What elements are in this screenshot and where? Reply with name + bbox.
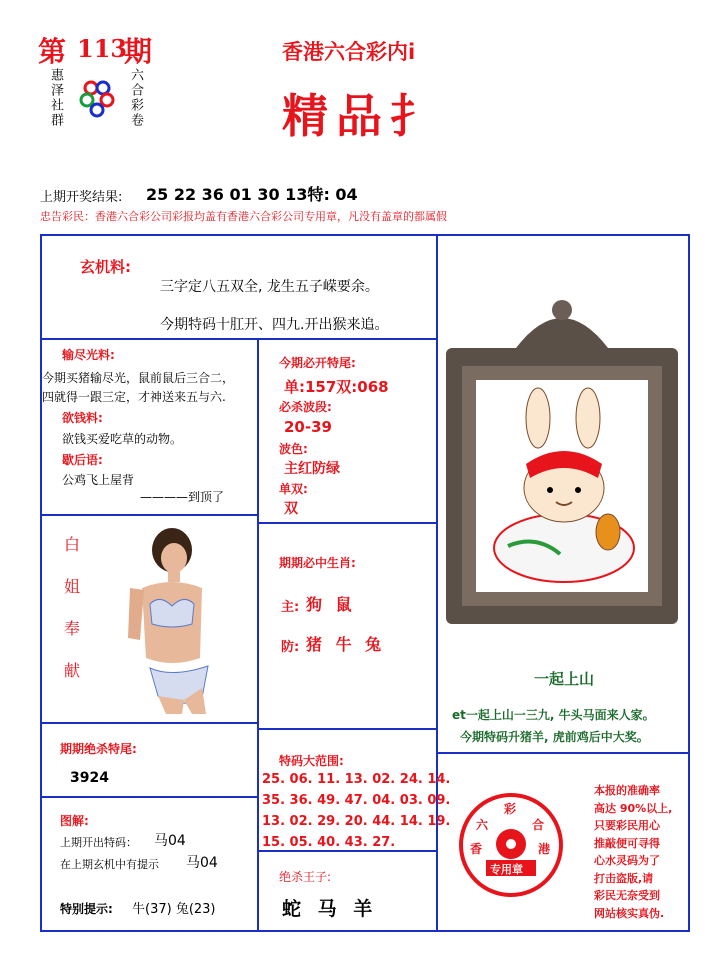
shujin-line1: 今期买猪输尽光，鼠前鼠后三合二， <box>42 371 235 385</box>
yuqian-text: 欲钱买爱吃草的动物。 <box>62 432 183 446</box>
stamp-right-char: 合 <box>532 818 545 832</box>
tujie-label: 图解: <box>60 814 89 828</box>
last-result-label: 上期开奖结果: <box>40 190 123 205</box>
stamp-bottom-right-char: 港 <box>538 842 551 856</box>
frame-right <box>688 234 690 932</box>
shujin-label: 输尽光料: <box>62 348 115 362</box>
shujin-line2: 四就得一跟三定，才神送来五与六. <box>42 390 226 404</box>
accuracy-line-1: 本报的准确率 <box>594 784 660 797</box>
tema-row-3: 13. 02. 29. 20. 44. 14. 19. <box>262 814 451 829</box>
xuanji-label: 玄机料: <box>80 258 131 276</box>
xuanji-line1: 三字定八五双全, 龙生五子嵘要余。 <box>160 279 379 295</box>
jueshawang-value: 蛇 马 羊 <box>282 898 378 920</box>
yuqian-label: 欲钱料: <box>62 411 103 425</box>
qiqi-fang-label: 防: <box>281 640 300 655</box>
frame-top <box>40 234 690 236</box>
accuracy-line-2: 高达 90%以上, <box>594 801 673 815</box>
tebi-ds-label: 单双: <box>279 482 308 496</box>
picture-line2: 今期特码升猪羊, 虎前鸡后中大奖。 <box>460 730 649 744</box>
accuracy-line-7: 彩民无奈受到 <box>594 889 660 902</box>
baijie-char-2: 姐 <box>64 577 81 596</box>
last-result-numbers: 25 22 36 01 30 13特: 04 <box>146 185 358 204</box>
divider-left-3 <box>40 796 257 798</box>
tebi-title: 今期必开特尾: <box>279 356 356 370</box>
picture-caption: 一起上山 <box>534 670 595 688</box>
stamp-left-char: 六 <box>476 818 489 832</box>
accuracy-line-5: 心水灵码为了 <box>594 854 660 867</box>
tema-label: 特码大范围: <box>279 754 344 768</box>
divider-mid-2 <box>257 728 436 730</box>
tujie-line1-value: 马04 <box>154 833 186 849</box>
issue-suffix: 期 <box>124 35 153 68</box>
issue-number: 113 <box>77 34 128 63</box>
tema-row-2: 35. 36. 49. 47. 04. 03. 09. <box>262 793 451 808</box>
jueshawang-label: 绝杀王子: <box>279 870 332 884</box>
qiqi-title: 期期必中生肖: <box>279 556 356 570</box>
tebi-ds-value: 双 <box>284 501 298 517</box>
tebi-dan-shuang: 单:157双:068 <box>284 378 389 396</box>
divider-left-2 <box>40 722 257 724</box>
baijie-char-1: 白 <box>64 535 81 554</box>
xuanji-line2: 今期特码十肛开、四九.开出猴来追。 <box>160 317 389 333</box>
accuracy-line-4: 推敲便可寻得 <box>594 836 660 850</box>
tebie-value: 牛(37) 兔(23) <box>132 902 216 917</box>
xiehouyu-line2: ————到顶了 <box>140 490 225 504</box>
notice-text: 忠告彩民：香港六合彩公司彩报均盖有香港六合彩公司专用章，凡没有盖章的都属假 <box>40 210 447 223</box>
qiqi-main-label: 主: <box>281 600 300 615</box>
official-stamp <box>456 790 566 900</box>
main-title: 精品扌 <box>282 89 444 143</box>
tebi-color-label: 波色: <box>279 442 308 456</box>
tujie-line2-label: 在上期玄机中有提示 <box>60 858 159 871</box>
qiqi-main-value: 狗 鼠 <box>306 595 356 614</box>
right-vertical-text: 六合彩卷 <box>128 68 143 128</box>
tebi-bo-label: 必杀波段: <box>279 400 332 414</box>
framed-rabbit-picture <box>446 288 678 624</box>
accuracy-text <box>594 782 688 922</box>
rings-logo-icon <box>77 78 117 118</box>
accuracy-line-6: 打击盗版,请 <box>594 871 654 885</box>
top-title: 香港六合彩内i <box>282 40 416 64</box>
tema-row-4: 15. 05. 40. 43. 27. <box>262 835 396 850</box>
qiqi-fang-value: 猪 牛 兔 <box>306 635 386 654</box>
jueshawei-value: 3924 <box>70 770 109 786</box>
divider-right-1 <box>436 752 688 754</box>
jueshawei-label: 期期绝杀特尾: <box>60 742 137 756</box>
frame-bottom <box>40 930 690 932</box>
accuracy-line-8: 网站核实真伪. <box>594 906 665 920</box>
picture-line1: et一起上山一三九, 牛头马面来人家。 <box>452 708 655 722</box>
stamp-band-text: 专用章 <box>490 863 523 876</box>
tujie-line2-value: 马04 <box>186 855 218 871</box>
baijie-char-3: 奉 <box>64 619 81 638</box>
divider-mid-col <box>257 338 259 930</box>
accuracy-line-3: 只要彩民用心 <box>594 819 660 832</box>
stamp-top-char: 彩 <box>504 802 517 816</box>
tebie-label: 特别提示: <box>60 902 113 916</box>
tebi-color-value: 主红防绿 <box>284 461 340 477</box>
tebi-bo-value: 20-39 <box>284 418 332 436</box>
divider-mid-1 <box>257 522 436 524</box>
woman-photo <box>120 528 220 714</box>
tujie-line1-label: 上期开出特码： <box>60 836 137 849</box>
stamp-bottom-left-char: 香 <box>470 842 483 856</box>
baijie-char-4: 献 <box>64 661 81 680</box>
xiehouyu-line1: 公鸡飞上屋背 <box>62 473 135 487</box>
divider-xuanji <box>40 338 436 340</box>
divider-mid-3 <box>257 850 436 852</box>
xiehouyu-label: 歇后语: <box>62 453 103 467</box>
divider-left-1 <box>40 514 257 516</box>
issue-prefix: 第 <box>38 35 67 68</box>
left-vertical-text: 惠泽社群 <box>48 68 63 128</box>
tema-row-1: 25. 06. 11. 13. 02. 24. 14. <box>262 772 451 787</box>
